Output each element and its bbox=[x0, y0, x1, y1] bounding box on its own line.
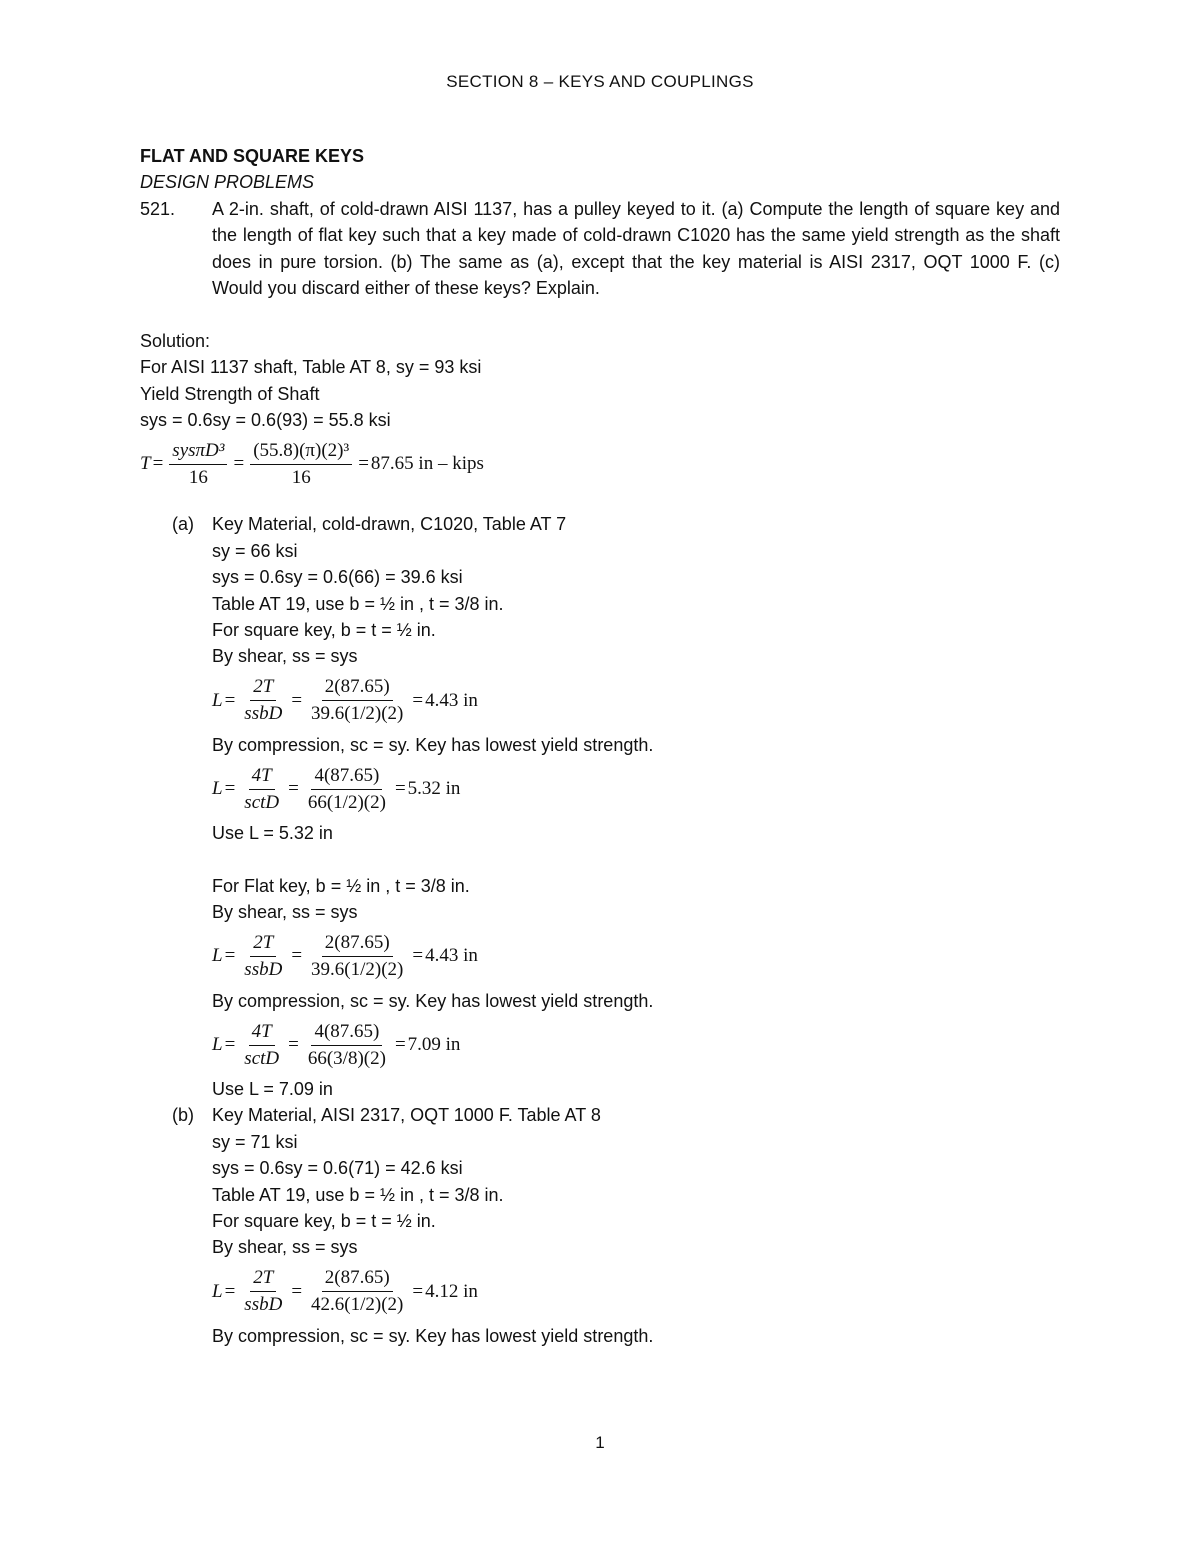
part-a-label: (a) bbox=[172, 514, 194, 535]
solution-line-3: sys = 0.6sy = 0.6(93) = 55.8 ksi bbox=[140, 409, 391, 430]
part-a-eq1: L = $\frac{2T}{\text{ssbD}}$ = $\frac{2(87.65)}{39.6(1/2)(2)}$ = 4.43 in bbox=[212, 676, 478, 725]
eq-result: 4.12 in bbox=[425, 1280, 478, 1302]
eq-numerator: 2T bbox=[250, 931, 276, 957]
part-a-eq4: L = $\frac{4T}{\text{sctD}}$ = $\frac{4(87.65)}{66(3/8)(2)}$ = 7.09 in bbox=[212, 1020, 461, 1069]
part-b-title bbox=[140, 1102, 1060, 1128]
eq-lhs: L bbox=[212, 945, 223, 967]
part-b-compression: By compression, sc = sy. Key has lowest yield strength. bbox=[212, 1325, 654, 1346]
eq-numerator: 2T bbox=[250, 675, 276, 701]
heading-sub: DESIGN PROBLEMS bbox=[140, 172, 315, 193]
part-b-shear: By shear, ss = sys bbox=[212, 1237, 358, 1258]
eq-lhs: L bbox=[212, 689, 223, 711]
eq-lhs: L bbox=[212, 1280, 223, 1302]
solution-label: Solution: bbox=[140, 330, 211, 351]
section-title: SECTION 8 – KEYS AND COUPLINGS bbox=[446, 72, 754, 91]
part-a-sy: sy = 66 ksi bbox=[212, 540, 298, 561]
eq-denominator: ssbD bbox=[244, 1294, 283, 1316]
eq-denominator: sctD bbox=[244, 1047, 280, 1069]
part-a-shear2: By shear, ss = sys bbox=[212, 902, 358, 923]
part-a-sys: sys = 0.6sy = 0.6(66) = 39.6 ksi bbox=[212, 567, 463, 588]
part-a-eq3: L = $\frac{2T}{\text{ssbD}}$ = $\frac{2(87.65)}{39.6(1/2)(2)}$ = 4.43 in bbox=[212, 932, 478, 981]
part-a-table: Table AT 19, use b = ½ in , t = 3/8 in. bbox=[212, 593, 504, 614]
part-b-label: (b) bbox=[172, 1105, 194, 1126]
part-b-table: Table AT 19, use b = ½ in , t = 3/8 in. bbox=[212, 1184, 504, 1205]
heading-main: FLAT AND SQUARE KEYS bbox=[140, 146, 365, 166]
eq-numerator: 2(87.65) bbox=[322, 1266, 393, 1292]
page-number: 1 bbox=[595, 1433, 605, 1452]
eq-lhs: L bbox=[212, 1033, 223, 1055]
problem-text: A 2-in. shaft, of cold-drawn AISI 1137, has a pulley keyed to it. (a) Compute the length of square key and the length of flat key such that a key made of cold-drawn C1020 has the same yield strength as the shaft does in pure torsion. (b) The same as (a), except that the key material is AISI 2317, OQT 1000 F. (c) Would you discard either of these keys? Explain. bbox=[212, 198, 1060, 298]
part-a-use2: Use L = 7.09 in bbox=[212, 1079, 333, 1100]
eq-denominator: 16 bbox=[291, 466, 311, 488]
eq-numerator: 4T bbox=[249, 764, 275, 790]
part-a-use1: Use L = 5.32 in bbox=[212, 823, 333, 844]
eq-result: 5.32 in bbox=[407, 777, 461, 799]
page-content bbox=[140, 143, 1060, 1349]
eq-result: 7.09 in bbox=[407, 1033, 461, 1055]
eq-numerator: sysπD³ bbox=[169, 439, 227, 465]
eq-lhs: T bbox=[140, 453, 151, 475]
part-a-flat: For Flat key, b = ½ in , t = 3/8 in. bbox=[212, 875, 470, 896]
part-a-square: For square key, b = t = ½ in. bbox=[212, 619, 436, 640]
problem-statement bbox=[140, 196, 1060, 302]
part-b-square: For square key, b = t = ½ in. bbox=[212, 1211, 436, 1231]
eq-denominator: sctD bbox=[244, 791, 280, 813]
part-a-compression: By compression, sc = sy. Key has lowest yield strength. bbox=[212, 734, 654, 755]
eq-denominator: ssbD bbox=[244, 703, 283, 725]
eq-numerator: 4(87.65) bbox=[311, 1020, 382, 1046]
eq-numerator: 2(87.65) bbox=[322, 931, 393, 957]
problem-number: 521. bbox=[140, 198, 176, 219]
part-a-compression2: By compression, sc = sy. Key has lowest yield strength. bbox=[212, 990, 654, 1011]
eq-numerator: 4(87.65) bbox=[311, 764, 382, 790]
eq-result: 4.43 in bbox=[425, 689, 478, 711]
solution-line-2: Yield Strength of Shaft bbox=[140, 383, 320, 404]
part-a-shear: By shear, ss = sys bbox=[212, 646, 358, 667]
solution-line-1: For AISI 1137 shaft, Table AT 8, sy = 93 ksi bbox=[140, 357, 482, 378]
eq-denominator: ssbD bbox=[244, 959, 283, 981]
eq-numerator: (55.8)(π)(2)³ bbox=[250, 439, 352, 465]
eq-result: 87.65 in – kips bbox=[370, 453, 484, 475]
torque-equation: T = $\frac{\text{sysπD³}}{16}$ = $\frac{\text{(55.8)(π)(2)³}}{16}$ = 87.65 in – kips bbox=[140, 439, 484, 488]
part-a-eq2: L = $\frac{4T}{\text{sctD}}$ = $\frac{4(87.65)}{66(1/2)(2)}$ = 5.32 in bbox=[212, 764, 461, 813]
eq-lhs: L bbox=[212, 777, 223, 799]
part-b-title-text: Key Material, AISI 2317, OQT 1000 F. Table AT 8 bbox=[212, 1105, 601, 1126]
eq-denominator: 66(3/8)(2) bbox=[307, 1047, 386, 1069]
eq-result: 4.43 in bbox=[425, 945, 478, 967]
part-b-eq1: L = $\frac{2T}{\text{ssbD}}$ = $\frac{2(87.65)}{42.6(1/2)(2)}$ = 4.12 in bbox=[212, 1267, 478, 1316]
eq-denominator: 42.6(1/2)(2) bbox=[311, 1294, 404, 1316]
eq-numerator: 2T bbox=[250, 1266, 276, 1292]
eq-denominator: 39.6(1/2)(2) bbox=[311, 703, 404, 725]
eq-numerator: 4T bbox=[249, 1020, 275, 1046]
part-a-title-text: Key Material, cold-drawn, C1020, Table AT 7 bbox=[212, 514, 567, 535]
eq-denominator: 16 bbox=[188, 466, 208, 488]
part-b-sys: sys = 0.6sy = 0.6(71) = 42.6 ksi bbox=[212, 1158, 463, 1179]
part-b-sy: sy = 71 ksi bbox=[212, 1131, 298, 1152]
eq-numerator: 2(87.65) bbox=[322, 675, 393, 701]
eq-denominator: 39.6(1/2)(2) bbox=[311, 959, 404, 981]
part-a-title bbox=[140, 511, 1060, 537]
eq-denominator: 66(1/2)(2) bbox=[307, 791, 386, 813]
